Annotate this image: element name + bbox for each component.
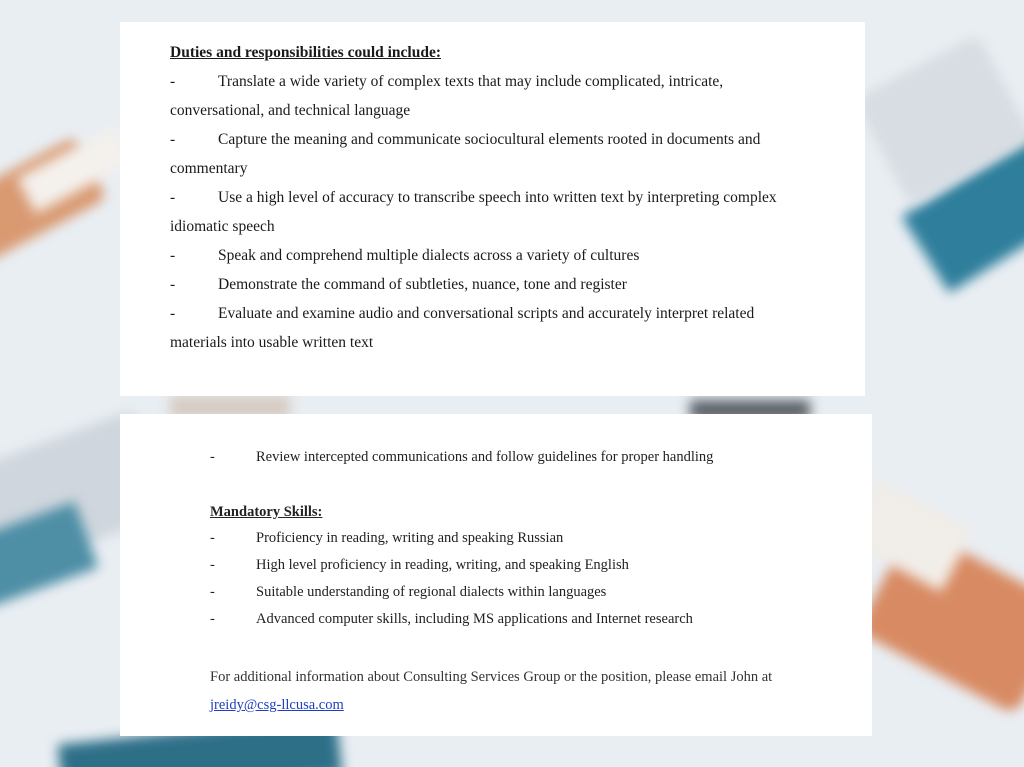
bullet-dash: - (210, 449, 215, 465)
skill-item (210, 552, 860, 579)
duty-item-continuation: conversational, and technical language (170, 102, 411, 119)
bullet-dash: - (170, 131, 176, 148)
skill-item-text: Proficiency in reading, writing and speaking Russian (256, 530, 564, 546)
duty-item-continuation: materials into usable written text (170, 334, 374, 351)
duty-item-text: Demonstrate the command of subtleties, nuance, tone and register (218, 276, 627, 293)
bullet-dash: - (210, 557, 215, 573)
duty-item-first-line (170, 67, 850, 96)
duty-item (170, 299, 850, 357)
skill-item-text: High level proficiency in reading, writing, and speaking English (256, 557, 629, 573)
duty-item-continuation: commentary (170, 160, 248, 177)
duty-item-first-line (170, 183, 850, 212)
duties-content (170, 38, 850, 357)
skills-list (210, 525, 860, 633)
duty-item (170, 241, 850, 270)
contact-info-text: For additional information about Consulting Services Group or the position, please email John at (210, 669, 773, 685)
bullet-dash: - (170, 189, 176, 206)
email-link[interactable]: jreidy@csg-llcusa.com (210, 697, 344, 713)
duty-item-text: Capture the meaning and communicate sociocultural elements rooted in documents and (218, 131, 761, 148)
bullet-dash: - (210, 584, 215, 600)
duty-item (170, 270, 850, 299)
skill-item-text: Suitable understanding of regional dialects within languages (256, 584, 607, 600)
review-item-text: Review intercepted communications and follow guidelines for proper handling (256, 449, 714, 465)
duty-item-text: Evaluate and examine audio and conversational scripts and accurately interpret related (218, 305, 755, 322)
bullet-dash: - (210, 611, 215, 627)
bullet-dash: - (170, 247, 176, 264)
skill-item (210, 606, 860, 633)
duties-list (170, 67, 850, 357)
duty-item-continuation: idiomatic speech (170, 218, 275, 235)
duty-item (170, 67, 850, 125)
contact-info (210, 663, 860, 719)
skill-item (210, 525, 860, 552)
duties-card (120, 22, 865, 396)
duty-item (170, 183, 850, 241)
duty-item-first-line (170, 125, 850, 154)
duty-item (170, 125, 850, 183)
duty-item-first-line (170, 270, 850, 299)
bullet-dash: - (210, 530, 215, 546)
duties-heading: Duties and responsibilities could include: (170, 44, 442, 61)
duty-item-text: Use a high level of accuracy to transcribe speech into written text by interpreting complex (218, 189, 777, 206)
duty-item-text: Translate a wide variety of complex texts that may include complicated, intricate, (218, 73, 724, 90)
duty-item-text: Speak and comprehend multiple dialects across a variety of cultures (218, 247, 640, 264)
mandatory-skills-heading: Mandatory Skills: (210, 503, 323, 520)
review-item (210, 444, 860, 471)
bullet-dash: - (170, 73, 176, 90)
bullet-dash: - (170, 276, 176, 293)
skill-item (210, 579, 860, 606)
duty-item-first-line (170, 241, 850, 270)
skill-item-text: Advanced computer skills, including MS applications and Internet research (256, 611, 693, 627)
skills-content (210, 444, 860, 719)
duty-item-first-line (170, 299, 850, 328)
bullet-dash: - (170, 305, 176, 322)
skills-card (120, 414, 872, 736)
